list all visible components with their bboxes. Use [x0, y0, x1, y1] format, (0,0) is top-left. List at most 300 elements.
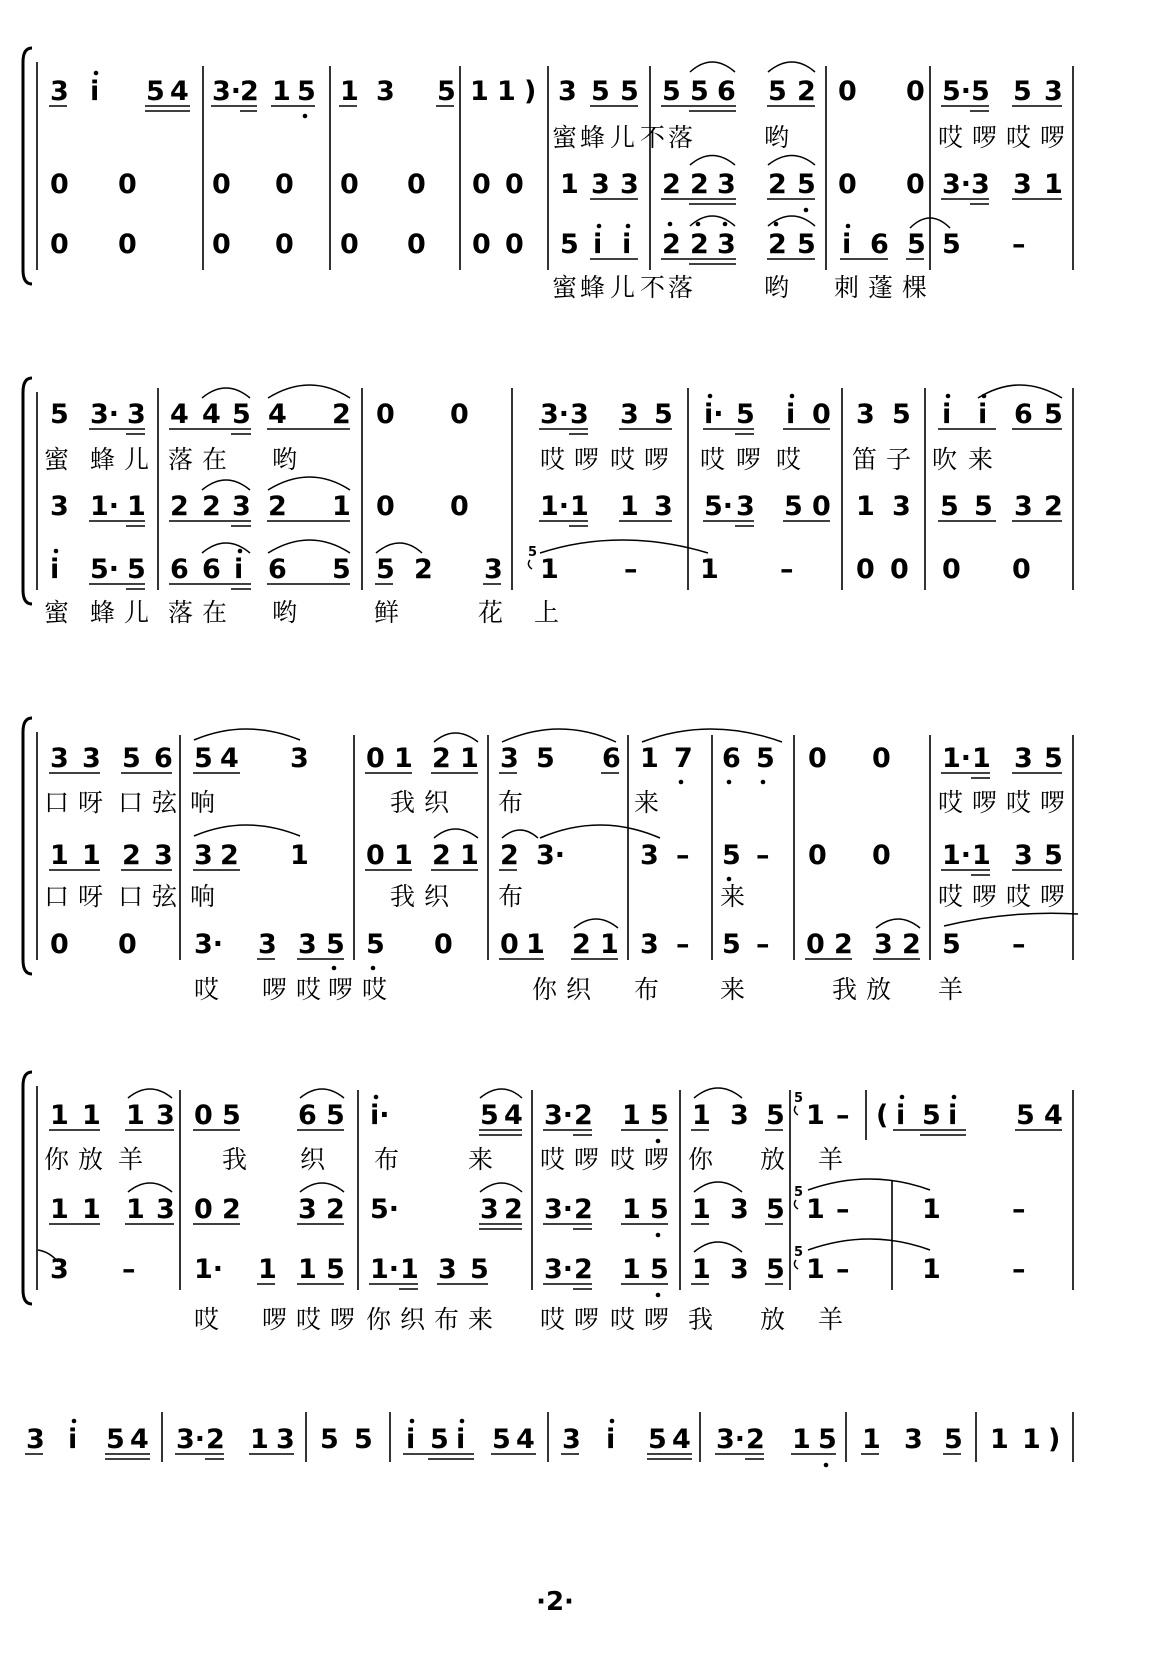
svg-text:0: 0	[118, 169, 137, 200]
svg-text:3: 3	[298, 929, 317, 960]
svg-text:啰: 啰	[574, 1145, 600, 1174]
svg-text:1: 1	[298, 1254, 317, 1285]
svg-text:3: 3	[620, 169, 639, 200]
svg-text:0: 0	[50, 929, 69, 960]
svg-text:蜂: 蜂	[580, 273, 606, 302]
svg-text:0: 0	[942, 554, 961, 585]
svg-text:5: 5	[1013, 76, 1032, 107]
svg-text:5: 5	[560, 229, 579, 260]
svg-text:儿: 儿	[124, 445, 150, 474]
svg-text:–: –	[836, 1254, 850, 1285]
svg-text:在: 在	[202, 445, 228, 474]
svg-text:蜜: 蜜	[552, 273, 578, 302]
svg-text:口: 口	[118, 788, 144, 817]
svg-text:5: 5	[326, 1254, 345, 1285]
svg-text:–: –	[756, 840, 770, 871]
svg-text:1: 1	[806, 1194, 825, 1225]
svg-text:蓬: 蓬	[868, 273, 894, 302]
s3-voice1	[44, 729, 1065, 817]
svg-text:–: –	[756, 929, 770, 960]
svg-text:哎: 哎	[610, 1305, 636, 1334]
svg-text:弦: 弦	[152, 882, 178, 911]
svg-text:不: 不	[640, 123, 666, 152]
svg-text:哎: 哎	[540, 1145, 566, 1174]
svg-text:0: 0	[275, 169, 294, 200]
svg-text:5: 5	[326, 1100, 345, 1131]
s3-lyrics2	[44, 882, 1065, 911]
svg-text:5: 5	[1044, 399, 1063, 430]
s3-lyrics1	[44, 788, 1065, 817]
svg-text:): )	[524, 76, 537, 107]
svg-text:啰: 啰	[644, 445, 670, 474]
svg-text:1: 1	[332, 491, 351, 522]
s4-lyrics3	[194, 1305, 843, 1334]
svg-text:3: 3	[717, 169, 736, 200]
svg-text:来: 来	[468, 1305, 494, 1334]
svg-text:布: 布	[434, 1305, 460, 1334]
svg-text:–: –	[1012, 929, 1026, 960]
svg-text:落: 落	[668, 123, 694, 152]
svg-text:2: 2	[574, 1100, 593, 1131]
svg-text:0: 0	[505, 169, 524, 200]
svg-text:啰: 啰	[644, 1145, 670, 1174]
svg-text:2: 2	[797, 76, 816, 107]
s5-voice1	[25, 1419, 1060, 1468]
svg-text:3: 3	[232, 491, 251, 522]
svg-text:3: 3	[26, 1424, 45, 1455]
svg-text:哎: 哎	[776, 445, 802, 474]
svg-text:呀: 呀	[78, 882, 104, 911]
s2-lyrics3	[44, 598, 559, 627]
svg-text:1: 1	[806, 1254, 825, 1285]
svg-text:3: 3	[654, 491, 673, 522]
svg-text:0: 0	[212, 229, 231, 260]
svg-text:i: i	[948, 1100, 958, 1131]
svg-text:5: 5	[722, 840, 741, 871]
svg-text:5: 5	[376, 554, 395, 585]
svg-text:1: 1	[600, 929, 619, 960]
svg-text:6: 6	[1014, 399, 1033, 430]
svg-text:哎: 哎	[296, 1305, 322, 1334]
svg-text:i: i	[622, 229, 632, 260]
svg-text:5: 5	[766, 1100, 785, 1131]
svg-text:2: 2	[572, 929, 591, 960]
svg-text:0: 0	[194, 1100, 213, 1131]
svg-text:5: 5	[722, 929, 741, 960]
s4-voice2	[49, 1179, 1026, 1237]
svg-text:1: 1	[700, 554, 719, 585]
svg-text:蜂: 蜂	[580, 123, 606, 152]
svg-text:1·: 1·	[194, 1254, 224, 1285]
svg-text:啰: 啰	[1040, 882, 1066, 911]
svg-text:0: 0	[340, 169, 359, 200]
svg-text:蜜: 蜜	[44, 598, 70, 627]
svg-text:1·: 1·	[942, 743, 972, 774]
svg-text:放: 放	[760, 1305, 786, 1334]
svg-text:0: 0	[472, 229, 491, 260]
svg-text:1: 1	[394, 743, 413, 774]
svg-text:3: 3	[620, 399, 639, 430]
svg-text:1: 1	[258, 1254, 277, 1285]
svg-text:0: 0	[906, 169, 925, 200]
svg-text:6: 6	[717, 76, 736, 107]
svg-text:1: 1	[290, 840, 309, 871]
svg-text:0: 0	[838, 76, 857, 107]
svg-text:5·: 5·	[942, 76, 972, 107]
svg-text:5: 5	[620, 76, 639, 107]
svg-text:5: 5	[794, 1245, 804, 1260]
svg-text:2: 2	[834, 929, 853, 960]
svg-text:3: 3	[127, 399, 146, 430]
svg-text:3: 3	[640, 929, 659, 960]
svg-text:5: 5	[536, 743, 555, 774]
svg-text:5: 5	[1016, 1100, 1035, 1131]
svg-text:0: 0	[1012, 554, 1031, 585]
svg-text:我: 我	[222, 1145, 248, 1174]
svg-text:来: 来	[720, 882, 746, 911]
svg-text:0: 0	[118, 929, 137, 960]
svg-text:3: 3	[1014, 743, 1033, 774]
svg-text:5: 5	[971, 76, 990, 107]
svg-text:1: 1	[250, 1424, 269, 1455]
system-1	[49, 62, 1073, 302]
svg-text:5: 5	[366, 929, 385, 960]
svg-text:2: 2	[206, 1424, 225, 1455]
s1-voice2	[50, 156, 1063, 213]
svg-text:5: 5	[794, 1091, 804, 1106]
svg-text:1: 1	[272, 76, 291, 107]
svg-text:5: 5	[492, 1424, 511, 1455]
svg-text:3: 3	[194, 840, 213, 871]
svg-text:5: 5	[974, 491, 993, 522]
svg-text:来: 来	[968, 445, 994, 474]
svg-text:4: 4	[202, 399, 221, 430]
svg-text:5: 5	[654, 399, 673, 430]
svg-text:2: 2	[768, 229, 787, 260]
svg-text:2: 2	[220, 840, 239, 871]
s3-lyrics3	[194, 975, 963, 1004]
svg-text:1: 1	[570, 491, 589, 522]
svg-text:3: 3	[298, 1194, 317, 1225]
svg-text:2: 2	[746, 1424, 765, 1455]
svg-text:儿: 儿	[610, 273, 636, 302]
svg-text:3·: 3·	[176, 1424, 206, 1455]
svg-text:5: 5	[320, 1424, 339, 1455]
system-bracket-4	[23, 1072, 37, 1304]
svg-text:你: 你	[366, 1305, 392, 1334]
svg-text:5: 5	[736, 399, 755, 430]
system-3	[44, 729, 1078, 1004]
s1-lyrics1	[552, 123, 1065, 152]
svg-text:哎: 哎	[1006, 788, 1032, 817]
svg-text:啰: 啰	[1040, 788, 1066, 817]
svg-text:1: 1	[560, 169, 579, 200]
svg-text:1: 1	[806, 1100, 825, 1131]
svg-text:5: 5	[942, 229, 961, 260]
svg-text:啰: 啰	[972, 882, 998, 911]
svg-text:3: 3	[156, 1100, 175, 1131]
svg-text:2: 2	[326, 1194, 345, 1225]
svg-text:3: 3	[154, 840, 173, 871]
svg-text:5: 5	[50, 399, 69, 430]
svg-text:4: 4	[268, 399, 287, 430]
svg-text:哎: 哎	[938, 788, 964, 817]
svg-text:i: i	[786, 399, 796, 430]
svg-text:2: 2	[504, 1194, 523, 1225]
system-5	[25, 1412, 1073, 1467]
svg-text:1: 1	[640, 743, 659, 774]
svg-text:来: 来	[468, 1145, 494, 1174]
svg-text:–: –	[624, 554, 638, 585]
svg-text:5: 5	[756, 743, 775, 774]
svg-text:1: 1	[540, 554, 559, 585]
svg-text:2: 2	[332, 399, 351, 430]
svg-text:2: 2	[414, 554, 433, 585]
svg-text:4: 4	[504, 1100, 523, 1131]
svg-text:哎: 哎	[610, 445, 636, 474]
svg-text:–: –	[122, 1254, 136, 1285]
svg-text:(: (	[876, 1100, 889, 1131]
svg-text:2: 2	[202, 491, 221, 522]
svg-text:3: 3	[500, 743, 519, 774]
svg-text:6: 6	[170, 554, 189, 585]
svg-text:5: 5	[1044, 840, 1063, 871]
svg-text:0: 0	[118, 229, 137, 260]
svg-text:5: 5	[106, 1424, 125, 1455]
svg-text:0: 0	[505, 229, 524, 260]
s3-voice2	[44, 825, 1065, 911]
svg-text:3: 3	[50, 743, 69, 774]
svg-text:哎: 哎	[194, 975, 220, 1004]
svg-text:啰: 啰	[574, 1305, 600, 1334]
svg-text:1: 1	[972, 840, 991, 871]
svg-text:3: 3	[736, 491, 755, 522]
svg-text:蜂: 蜂	[90, 598, 116, 627]
svg-text:1: 1	[82, 1194, 101, 1225]
svg-text:i: i	[68, 1424, 78, 1455]
svg-text:3: 3	[904, 1424, 923, 1455]
svg-text:1: 1	[622, 1254, 641, 1285]
svg-text:4: 4	[516, 1424, 535, 1455]
svg-text:0: 0	[376, 399, 395, 430]
svg-text:5·: 5·	[704, 491, 734, 522]
svg-text:0: 0	[808, 743, 827, 774]
svg-text:你: 你	[688, 1145, 714, 1174]
svg-text:刺: 刺	[834, 273, 860, 302]
svg-text:落: 落	[168, 445, 194, 474]
svg-text:3: 3	[971, 169, 990, 200]
s2-voice3	[44, 540, 1031, 627]
svg-text:5: 5	[922, 1100, 941, 1131]
svg-text:哎: 哎	[540, 1305, 566, 1334]
svg-text:啰: 啰	[574, 445, 600, 474]
svg-text:1: 1	[922, 1194, 941, 1225]
svg-text:2: 2	[1044, 491, 1063, 522]
svg-text:啰: 啰	[644, 1305, 670, 1334]
svg-text:哎: 哎	[296, 975, 322, 1004]
svg-text:0: 0	[376, 491, 395, 522]
svg-text:3: 3	[290, 743, 309, 774]
svg-text:6: 6	[202, 554, 221, 585]
svg-text:哎: 哎	[194, 1305, 220, 1334]
svg-text:你: 你	[532, 975, 558, 1004]
svg-text:0: 0	[906, 76, 925, 107]
svg-text:0: 0	[50, 229, 69, 260]
svg-text:4: 4	[130, 1424, 149, 1455]
svg-text:1: 1	[692, 1254, 711, 1285]
svg-text:儿: 儿	[610, 123, 636, 152]
svg-text:0: 0	[194, 1194, 213, 1225]
svg-text:哎: 哎	[938, 123, 964, 152]
svg-text:哎: 哎	[1006, 882, 1032, 911]
svg-text:在: 在	[202, 598, 228, 627]
svg-text:3: 3	[730, 1254, 749, 1285]
svg-text:1: 1	[460, 743, 479, 774]
svg-text:0: 0	[450, 399, 469, 430]
svg-text:1: 1	[400, 1254, 419, 1285]
svg-text:i: i	[978, 399, 988, 430]
svg-text:3: 3	[276, 1424, 295, 1455]
svg-text:布: 布	[498, 788, 524, 817]
svg-text:i·: i·	[704, 399, 724, 430]
svg-text:5: 5	[528, 545, 538, 560]
svg-text:口: 口	[44, 882, 70, 911]
svg-text:蜜: 蜜	[44, 445, 70, 474]
svg-text:5: 5	[470, 1254, 489, 1285]
svg-text:5: 5	[146, 76, 165, 107]
svg-text:–: –	[676, 929, 690, 960]
svg-text:羊: 羊	[818, 1145, 844, 1174]
s1-voice3	[50, 216, 1026, 302]
svg-text:织: 织	[566, 975, 592, 1004]
svg-text:啰: 啰	[972, 123, 998, 152]
svg-text:3: 3	[156, 1194, 175, 1225]
svg-text:5: 5	[662, 76, 681, 107]
svg-text:4: 4	[170, 399, 189, 430]
s2-lyrics1	[44, 445, 993, 474]
svg-text:子: 子	[886, 445, 912, 474]
svg-text:5: 5	[797, 229, 816, 260]
svg-text:3: 3	[376, 76, 395, 107]
svg-text:5: 5	[354, 1424, 373, 1455]
svg-text:3·: 3·	[942, 169, 972, 200]
svg-text:i: i	[593, 229, 603, 260]
svg-text:0: 0	[806, 929, 825, 960]
svg-text:我: 我	[832, 975, 858, 1004]
svg-text:0: 0	[340, 229, 359, 260]
barlines	[162, 1412, 1073, 1462]
svg-text:5: 5	[127, 554, 146, 585]
svg-text:0: 0	[366, 743, 385, 774]
svg-text:3·: 3·	[212, 76, 242, 107]
svg-text:3: 3	[558, 76, 577, 107]
svg-text:5: 5	[430, 1424, 449, 1455]
svg-text:–: –	[836, 1194, 850, 1225]
svg-text:4: 4	[220, 743, 239, 774]
svg-text:0: 0	[808, 840, 827, 871]
svg-text:上: 上	[534, 598, 560, 627]
svg-text:1: 1	[972, 743, 991, 774]
svg-text:3: 3	[1044, 76, 1063, 107]
svg-text:3·: 3·	[716, 1424, 746, 1455]
svg-text:5: 5	[766, 1254, 785, 1285]
svg-text:你: 你	[44, 1145, 70, 1174]
svg-text:3·: 3·	[194, 929, 224, 960]
svg-text:–: –	[1012, 1254, 1026, 1285]
svg-text:1·: 1·	[90, 491, 120, 522]
svg-text:啰: 啰	[328, 975, 354, 1004]
svg-text:3: 3	[640, 840, 659, 871]
svg-text:6: 6	[722, 743, 741, 774]
svg-text:6: 6	[870, 229, 889, 260]
svg-text:3: 3	[730, 1100, 749, 1131]
svg-text:3: 3	[1014, 491, 1033, 522]
svg-text:啰: 啰	[330, 1305, 356, 1334]
svg-text:5: 5	[907, 229, 926, 260]
svg-text:5: 5	[818, 1424, 837, 1455]
svg-text:5: 5	[940, 491, 959, 522]
svg-text:1·: 1·	[540, 491, 570, 522]
svg-text:5: 5	[437, 76, 456, 107]
system-bracket-2	[23, 378, 37, 604]
svg-text:3: 3	[484, 554, 503, 585]
s2-voice2	[50, 477, 1063, 526]
svg-text:5: 5	[480, 1100, 499, 1131]
svg-text:6: 6	[268, 554, 287, 585]
svg-text:0: 0	[472, 169, 491, 200]
svg-text:鲜: 鲜	[374, 598, 400, 627]
svg-text:6: 6	[602, 743, 621, 774]
svg-text:5: 5	[650, 1254, 669, 1285]
svg-text:1: 1	[50, 840, 69, 871]
system-bracket-1	[23, 48, 37, 284]
svg-text:3: 3	[1013, 169, 1032, 200]
svg-text:–: –	[836, 1100, 850, 1131]
svg-text:1: 1	[470, 76, 489, 107]
svg-text:呀: 呀	[78, 788, 104, 817]
svg-text:蜂: 蜂	[90, 445, 116, 474]
svg-text:1: 1	[990, 1424, 1009, 1455]
svg-text:1: 1	[1022, 1424, 1041, 1455]
svg-text:2: 2	[240, 76, 259, 107]
svg-text:1: 1	[50, 1194, 69, 1225]
svg-text:1: 1	[460, 840, 479, 871]
svg-text:1: 1	[922, 1254, 941, 1285]
svg-text:啰: 啰	[972, 788, 998, 817]
svg-text:0: 0	[812, 491, 831, 522]
system-4	[38, 1088, 1073, 1334]
svg-text:花: 花	[478, 598, 504, 627]
svg-text:布: 布	[634, 975, 660, 1004]
svg-text:2: 2	[690, 169, 709, 200]
svg-text:3·: 3·	[536, 840, 566, 871]
svg-text:3: 3	[50, 76, 69, 107]
svg-text:布: 布	[374, 1145, 400, 1174]
svg-text:1: 1	[394, 840, 413, 871]
svg-text:i: i	[896, 1100, 906, 1131]
svg-text:啰: 啰	[736, 445, 762, 474]
svg-text:5: 5	[297, 76, 316, 107]
svg-text:3: 3	[50, 1254, 69, 1285]
svg-text:0: 0	[407, 169, 426, 200]
svg-text:口: 口	[44, 788, 70, 817]
svg-text:2: 2	[902, 929, 921, 960]
s1-lyrics3	[552, 273, 927, 302]
svg-text:哟: 哟	[272, 445, 298, 474]
svg-text:2: 2	[432, 743, 451, 774]
svg-text:): )	[1048, 1424, 1061, 1455]
svg-text:羊: 羊	[118, 1145, 144, 1174]
